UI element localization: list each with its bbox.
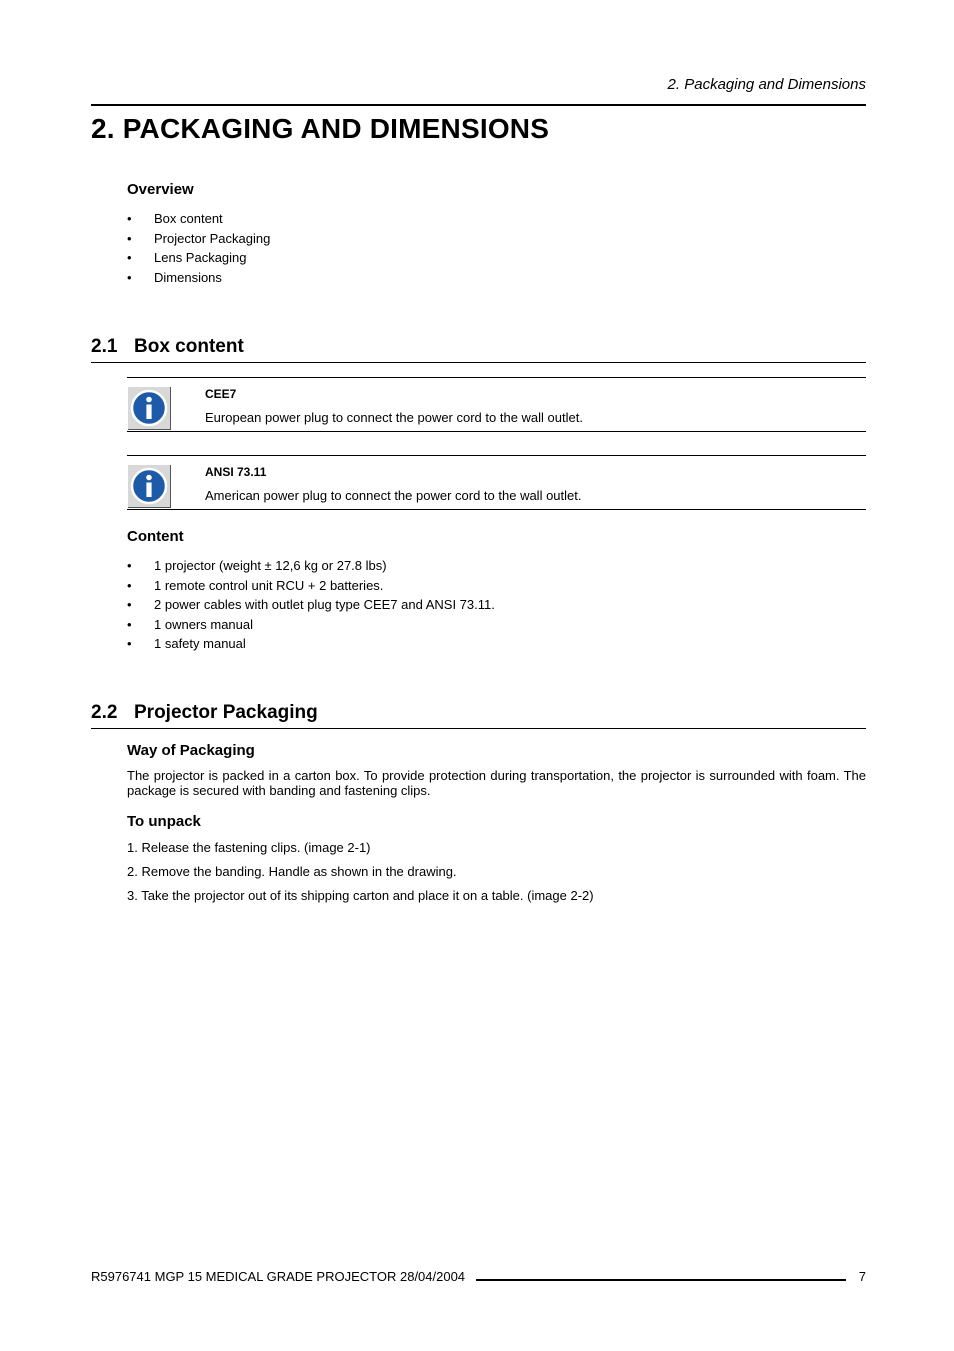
- info-note-cee7: [127, 377, 866, 432]
- info-icon: [128, 465, 171, 508]
- content-heading: Content: [127, 528, 184, 545]
- footer-doc-info: R5976741 MGP 15 MEDICAL GRADE PROJECTOR 28/04/2004: [91, 1269, 466, 1284]
- note-title: ANSI 73.11: [205, 465, 267, 479]
- to-unpack-heading: To unpack: [127, 813, 201, 830]
- list-item: • 1 safety manual: [127, 634, 495, 654]
- overview-heading: Overview: [127, 181, 194, 198]
- way-of-packaging-text: The projector is packed in a carton box. To provide protection during transportation, the projector is surrounded with foam. The package is secured with banding and fastening clips.: [127, 768, 866, 798]
- unpack-steps: [127, 838, 594, 910]
- note-title: CEE7: [205, 387, 237, 401]
- list-item: • 1 projector (weight ± 12,6 kg or 27.8 lbs): [127, 556, 495, 576]
- section-title: Projector Packaging: [134, 702, 318, 723]
- content-list: [127, 556, 495, 654]
- section-heading-projector-packaging: [91, 702, 318, 724]
- running-header: 2. Packaging and Dimensions: [667, 76, 866, 93]
- section-heading-box-content: [91, 336, 244, 358]
- list-item: • Lens Packaging: [127, 248, 270, 268]
- way-of-packaging-heading: Way of Packaging: [127, 742, 255, 759]
- note-text: European power plug to connect the power cord to the wall outlet.: [205, 410, 583, 425]
- info-icon: [128, 387, 171, 430]
- list-item: • Box content: [127, 209, 270, 229]
- list-item: • Projector Packaging: [127, 229, 270, 249]
- section-number: 2.1: [91, 336, 118, 357]
- list-item: • 1 owners manual: [127, 615, 495, 635]
- section-rule: [91, 728, 866, 729]
- list-item: 3. Take the projector out of its shipping carton and place it on a table. (image 2-2): [127, 888, 594, 903]
- list-item: • 1 remote control unit RCU + 2 batteries.: [127, 576, 495, 596]
- chapter-title: 2. PACKAGING AND DIMENSIONS: [91, 113, 550, 144]
- list-item: 2. Remove the banding. Handle as shown in the drawing.: [127, 864, 457, 879]
- list-item: • 2 power cables with outlet plug type CEE7 and ANSI 73.11.: [127, 595, 495, 615]
- section-rule: [91, 362, 866, 363]
- section-number: 2.2: [91, 702, 118, 723]
- page-number: 7: [858, 1269, 866, 1284]
- section-title: Box content: [134, 336, 244, 357]
- overview-list: [127, 209, 270, 287]
- info-note-ansi: [127, 455, 866, 510]
- note-text: American power plug to connect the power cord to the wall outlet.: [205, 488, 582, 503]
- list-item: • Dimensions: [127, 268, 270, 288]
- footer-rule: [476, 1279, 846, 1281]
- header-rule: [91, 104, 866, 106]
- list-item: 1. Release the fastening clips. (image 2-1): [127, 840, 371, 855]
